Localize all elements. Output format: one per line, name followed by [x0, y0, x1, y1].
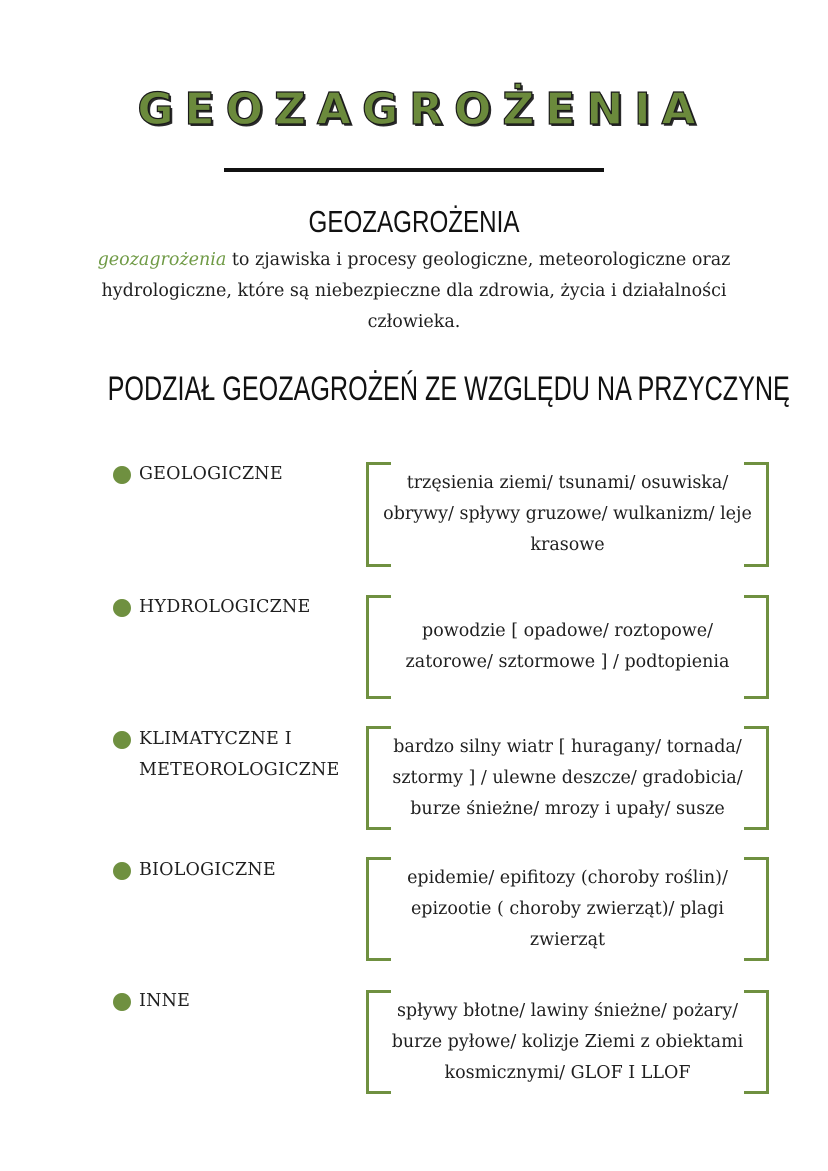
examples-text — [372, 990, 763, 1094]
bullet-icon — [113, 731, 131, 749]
definition-text: to zjawiska i procesy geologiczne, meteorologiczne oraz hydrologiczne, które są niebezpieczne dla zdrowia, życia i działalności człowieka. — [101, 250, 731, 332]
classification-heading: PODZIAŁ GEOZAGROŻEŃ ZE WZGLĘDU NA PRZYCZYNĘ — [107, 370, 790, 408]
examples-text — [372, 595, 763, 699]
examples-bracket — [366, 857, 769, 961]
category-label: GEOLOGICZNE — [139, 464, 283, 484]
category-label: INNE — [139, 991, 191, 1011]
category-label: BIOLOGICZNE — [139, 860, 276, 880]
examples-content: bardzo silny wiatr [ huragany/ tornada/ sztormy ] / ulewne deszcze/ gradobicia/ burze śnieżne/ mrozy i upały/ susze — [392, 736, 743, 819]
bullet-icon — [113, 993, 131, 1011]
definition-paragraph — [80, 245, 748, 338]
bullet-icon — [113, 599, 131, 617]
examples-bracket — [366, 462, 769, 567]
examples-text — [372, 462, 763, 567]
examples-text — [368, 726, 767, 830]
category-label: KLIMATYCZNE I METEOROLOGICZNE — [139, 729, 340, 780]
examples-bracket — [366, 726, 769, 830]
examples-text — [372, 857, 763, 961]
examples-bracket — [366, 595, 769, 699]
examples-bracket — [366, 990, 769, 1094]
bullet-icon — [113, 466, 131, 484]
category-label: HYDROLOGICZNE — [139, 597, 311, 617]
page-title: GEOZAGROŻENIA — [137, 84, 707, 135]
title-divider — [224, 168, 604, 172]
definition-term: geozagrożenia — [97, 250, 227, 270]
examples-content: trzęsienia ziemi/ tsunami/ osuwiska/ obrywy/ spływy gruzowe/ wulkanizm/ leje krasowe — [383, 473, 752, 555]
bullet-icon — [113, 862, 131, 880]
examples-content: powodzie [ opadowe/ roztopowe/ zatorowe/ sztormowe ] / podtopienia — [405, 621, 730, 672]
section-subtitle: GEOZAGROŻENIA — [308, 204, 520, 239]
examples-content: spływy błotne/ lawiny śnieżne/ pożary/ burze pyłowe/ kolizje Ziemi z obiektami kosmicznymi/ GLOF I LLOF — [391, 1000, 744, 1083]
examples-content: epidemie/ epifitozy (choroby roślin)/ epizootie ( choroby zwierząt)/ plagi zwierząt — [407, 867, 728, 950]
